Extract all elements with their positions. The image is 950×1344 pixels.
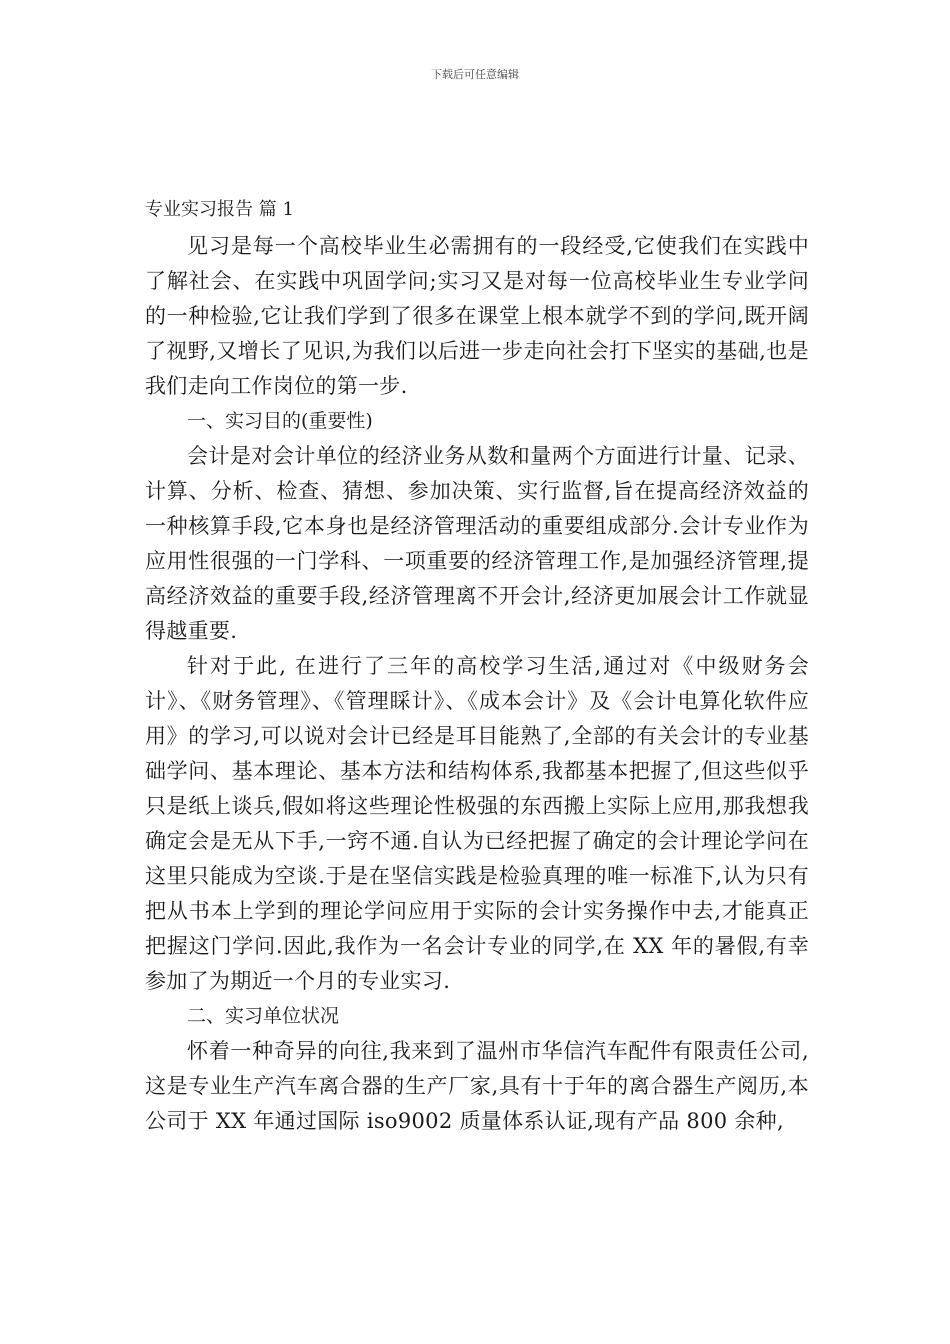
paragraph-study: 针对于此, 在进行了三年的高校学习生活,通过对《中级财务会计》、《财务管理》、《管理睬计》、《成本会计》及《会计电算化软件应用》的学习,可以说对会计已经是耳目能熟了,全部的有关会计的专业基础学问、基本理论、基本方法和结构体系,我都基本把握了,但这些似乎只是纸上谈兵,假如将这些理论性极强的东西搬上实际上应用,那我想我确定会是无从下手,一窍不通.自认为已经把握了确定的会计理论学问在这里只能成为空谈.于是在坚信实践是检验真理的唯一标准下,认为只有把从书本上学到的理论学问应用于实际的会计实务操作中去,才能真正把握这门学问.因此,我作为一名会计专业的同学,在 XX 年的暑假,有幸参加了为期近一个月的专业实习. <box>145 654 809 993</box>
section-heading-purpose: 一、实习目的(重要性) <box>187 410 373 432</box>
report-title: 专业实习报告 篇 1 <box>145 199 294 220</box>
section-heading-company: 二、实习单位状况 <box>187 1005 340 1027</box>
document-body <box>145 197 809 1139</box>
page-header-note: 下载后可任意编辑 <box>431 68 519 81</box>
paragraph-intro: 见习是每一个高校毕业生必需拥有的一段经受,它使我们在实践中了解社会、在实践中巩固学问;实习又是对每一位高校毕业生专业学问的一种检验,它让我们学到了很多在课堂上根本就学不到的学问,既开阔了视野,又增长了见识,为我们以后进一步走向社会打下坚实的基础,也是我们走向工作岗位的第一步. <box>145 234 809 398</box>
paragraph-accounting: 会计是对会计单位的经济业务从数和量两个方面进行计量、记录、计算、分析、检查、猜想、参加决策、实行监督,旨在提高经济效益的一种核算手段,它本身也是经济管理活动的重要组成部分.会计专业作为应用性很强的一门学科、一项重要的经济管理工作,是加强经济管理,提高经济效益的重要手段,经济管理离不开会计,经济更加展会计工作就显得越重要. <box>145 444 809 643</box>
paragraph-company: 怀着一种奇异的向往,我来到了温州市华信汽车配件有限责任公司,这是专业生产汽车离合器的生产厂家,具有十于年的离合器生产阅历,本公司于 XX 年通过国际 iso9002 质量体系认证,现有产品 800 余种, <box>145 1039 809 1133</box>
